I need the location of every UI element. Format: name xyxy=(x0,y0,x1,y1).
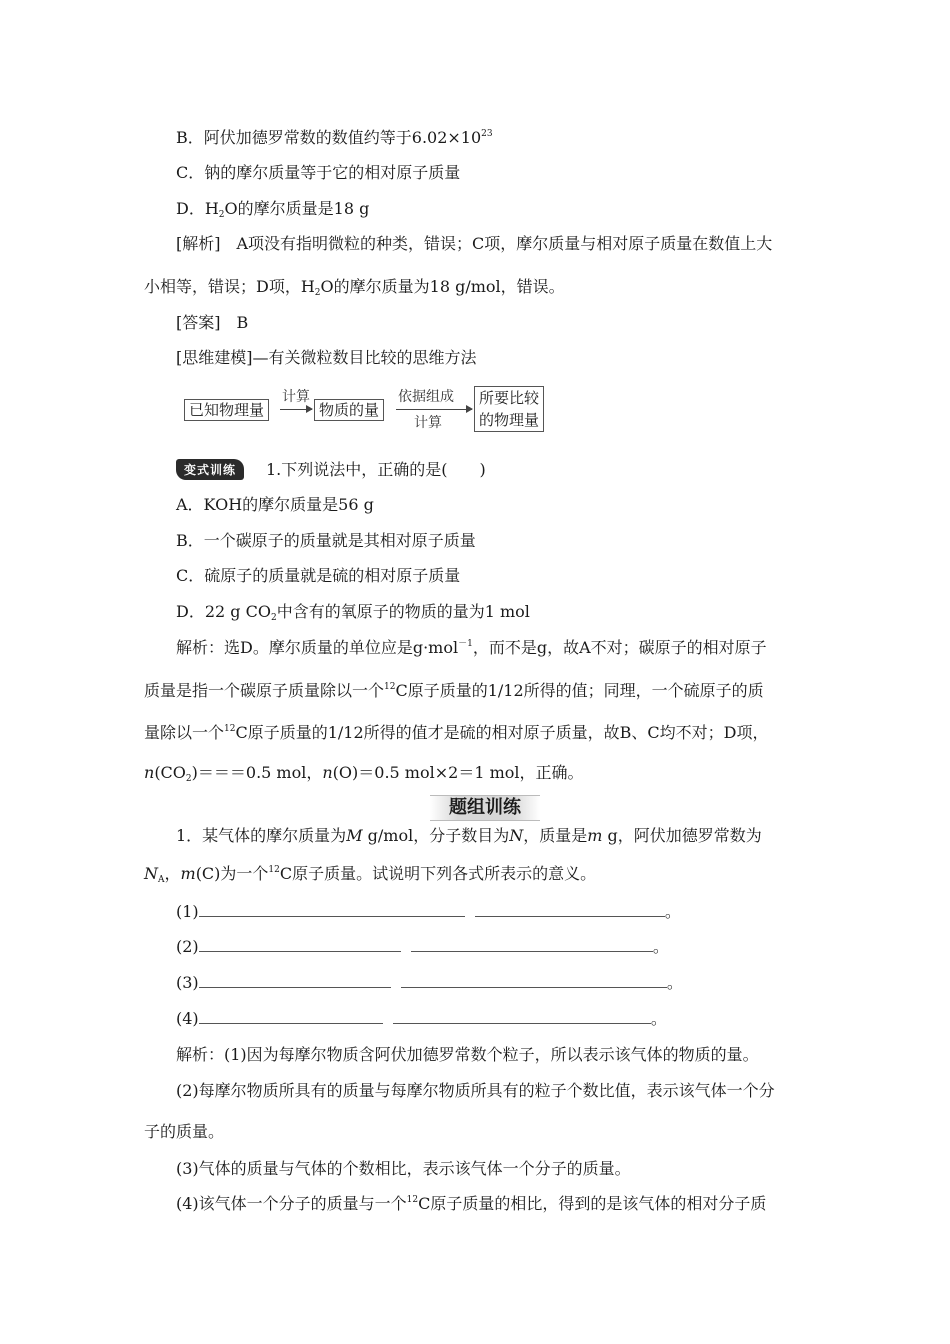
subscript: 2 xyxy=(314,288,321,298)
isotope-mass: 12 xyxy=(224,724,236,734)
variant-solution-line-4 xyxy=(144,763,584,783)
analysis-text-a: 小相等，错误；D项，H xyxy=(144,277,315,296)
group-answer-4 xyxy=(176,1194,766,1214)
flow-box-moles-label: 物质的量 xyxy=(319,401,380,419)
variant-badge: 变式训练 xyxy=(176,459,244,480)
answer-blank[interactable] xyxy=(475,902,665,917)
group-q1-line-2 xyxy=(144,864,596,884)
subscript: 2 xyxy=(270,613,277,623)
answer-blank[interactable] xyxy=(401,973,667,988)
q1-text-f: (C)为一个 xyxy=(195,864,269,883)
flow-arrow1-label: 计算 xyxy=(282,389,310,405)
solution-text-a: 解析：选D。摩尔质量的单位应是g·mol xyxy=(176,638,459,657)
analysis-line-2 xyxy=(144,277,565,297)
exponent: －1 xyxy=(458,639,473,649)
end-mark: 。 xyxy=(666,973,683,992)
variant-option-c-text: C．硫原子的质量就是硫的相对原子质量 xyxy=(176,566,461,585)
analysis-text-b: O的摩尔质量为18 g/mol，错误。 xyxy=(320,277,565,296)
variant-solution-line-2 xyxy=(144,681,764,701)
blank-row-3 xyxy=(176,973,683,993)
variable-n: n xyxy=(144,763,155,782)
analysis-text: [解析] A项没有指明微粒的种类，错误；C项，摩尔质量与相对原子质量在数值上大 xyxy=(176,234,773,253)
variant-solution-line-3 xyxy=(144,723,768,743)
variant-option-c xyxy=(176,566,460,586)
blank-index: (4) xyxy=(176,1009,199,1028)
variant-question-text: 1.下列说法中，正确的是( ) xyxy=(266,460,486,479)
q1-text-d: g，阿伏加德罗常数为 xyxy=(602,826,762,845)
group-answer-2-line-1 xyxy=(176,1081,775,1101)
flow-arrow2-label-bottom: 计算 xyxy=(414,415,442,431)
group-answer-1 xyxy=(176,1045,759,1065)
variant-option-b xyxy=(176,531,476,551)
option-d xyxy=(176,199,369,219)
group-answer-3 xyxy=(176,1159,631,1179)
solution-text-a: 质量是指一个碳原子质量除以一个 xyxy=(144,681,385,700)
flow-arrow2-label-top: 依据组成 xyxy=(398,389,454,405)
variable-M: M xyxy=(346,826,363,845)
flow-arrow-2 xyxy=(396,409,472,410)
blank-row-4 xyxy=(176,1009,667,1029)
option-d-text-a: D．H xyxy=(176,199,219,218)
variant-option-b-text: B．一个碳原子的质量就是其相对原子质量 xyxy=(176,531,476,550)
flow-box-known xyxy=(184,399,269,421)
answer-text: 子的质量。 xyxy=(144,1122,225,1141)
group-training-title: 题组训练 xyxy=(430,795,540,821)
q1-text-e: ， xyxy=(164,864,181,883)
answer-blank[interactable] xyxy=(199,1009,383,1024)
answer-text: (3)气体的质量与气体的个数相比，表示该气体一个分子的质量。 xyxy=(176,1159,631,1178)
q1-text-g: C原子质量。试说明下列各式所表示的意义。 xyxy=(279,864,597,883)
solution-text-b: C原子质量的1/12所得的值才是硫的相对原子质量，故B、C均不对；D项， xyxy=(235,723,769,742)
model-title xyxy=(176,348,477,368)
model-title-text: [思维建模]—有关微粒数目比较的思维方法 xyxy=(176,348,477,367)
variable-N: N xyxy=(509,826,524,845)
blank-row-2 xyxy=(176,937,669,957)
variable-n: n xyxy=(322,763,333,782)
answer-text: [答案] B xyxy=(176,313,249,332)
isotope-mass: 12 xyxy=(406,1195,419,1205)
subscript: A xyxy=(158,875,165,885)
solution-text-a: (CO xyxy=(154,763,186,782)
subscript: 2 xyxy=(185,774,192,784)
blank-index: (3) xyxy=(176,973,199,992)
flow-box-target-line1: 所要比较 xyxy=(479,389,540,407)
variant-option-a-text: A．KOH的摩尔质量是56 g xyxy=(176,495,374,514)
variable-NA: N xyxy=(144,864,158,883)
flow-arrow-1 xyxy=(280,409,312,410)
answer-blank[interactable] xyxy=(393,1009,651,1024)
answer-text-a: (4)该气体一个分子的质量与一个 xyxy=(176,1194,407,1213)
solution-text-b: ，而不是g，故A不对；碳原子的相对原子 xyxy=(472,638,767,657)
solution-text-b: C原子质量的1/12所得的值；同理，一个硫原子的质 xyxy=(395,681,764,700)
variant-option-d-text-a: D．22 g CO xyxy=(176,602,271,621)
variant-question xyxy=(266,460,486,480)
option-b xyxy=(176,128,493,148)
solution-text-c: (O)＝0.5 mol×2＝1 mol，正确。 xyxy=(332,763,584,782)
isotope-mass: 12 xyxy=(384,682,396,692)
end-mark: 。 xyxy=(650,1009,667,1028)
group-answer-2-line-2 xyxy=(144,1122,224,1142)
solution-text-b: )＝＝＝0.5 mol， xyxy=(191,763,323,782)
isotope-mass: 12 xyxy=(268,865,280,875)
variant-option-d xyxy=(176,602,530,622)
flow-box-target xyxy=(474,386,544,432)
end-mark: 。 xyxy=(652,937,669,956)
answer-text: 解析：(1)因为每摩尔物质含阿伏加德罗常数个粒子，所以表示该气体的物质的量。 xyxy=(176,1045,759,1064)
answer-blank[interactable] xyxy=(199,937,401,952)
flow-box-moles xyxy=(314,399,384,421)
exponent: 23 xyxy=(481,129,493,139)
answer-text-b: C原子质量的相比，得到的是该气体的相对分子质 xyxy=(418,1194,767,1213)
q1-text-b: g/mol，分子数目为 xyxy=(362,826,510,845)
option-d-text-b: O的摩尔质量是18 g xyxy=(224,199,370,218)
variable-m: m xyxy=(180,864,196,883)
variable-m: m xyxy=(587,826,603,845)
solution-text-a: 量除以一个 xyxy=(144,723,225,742)
variant-solution-line-1 xyxy=(176,638,767,658)
q1-text-a: 1．某气体的摩尔质量为 xyxy=(176,826,347,845)
analysis-line-1 xyxy=(176,234,772,254)
flow-box-target-line2: 的物理量 xyxy=(479,411,540,429)
answer-blank[interactable] xyxy=(199,902,465,917)
variant-option-d-text-b: 中含有的氧原子的物质的量为1 mol xyxy=(276,602,530,621)
flow-box-known-label: 已知物理量 xyxy=(189,401,265,419)
end-mark: 。 xyxy=(664,902,681,921)
option-c-text: C．钠的摩尔质量等于它的相对原子质量 xyxy=(176,163,461,182)
option-c xyxy=(176,163,460,183)
blank-row-1 xyxy=(176,902,681,922)
answer-blank[interactable] xyxy=(199,973,391,988)
group-q1-line-1 xyxy=(176,826,762,846)
blank-index: (1) xyxy=(176,902,199,921)
q1-text-c: ，质量是 xyxy=(523,826,588,845)
option-b-text: B．阿伏加德罗常数的数值约等于6.02×10 xyxy=(176,128,482,147)
variant-option-a xyxy=(176,495,374,515)
answer-text: (2)每摩尔物质所具有的质量与每摩尔物质所具有的粒子个数比值，表示该气体一个分 xyxy=(176,1081,775,1100)
subscript: 2 xyxy=(218,210,225,220)
answer-blank[interactable] xyxy=(411,937,653,952)
answer xyxy=(176,313,248,333)
blank-index: (2) xyxy=(176,937,199,956)
